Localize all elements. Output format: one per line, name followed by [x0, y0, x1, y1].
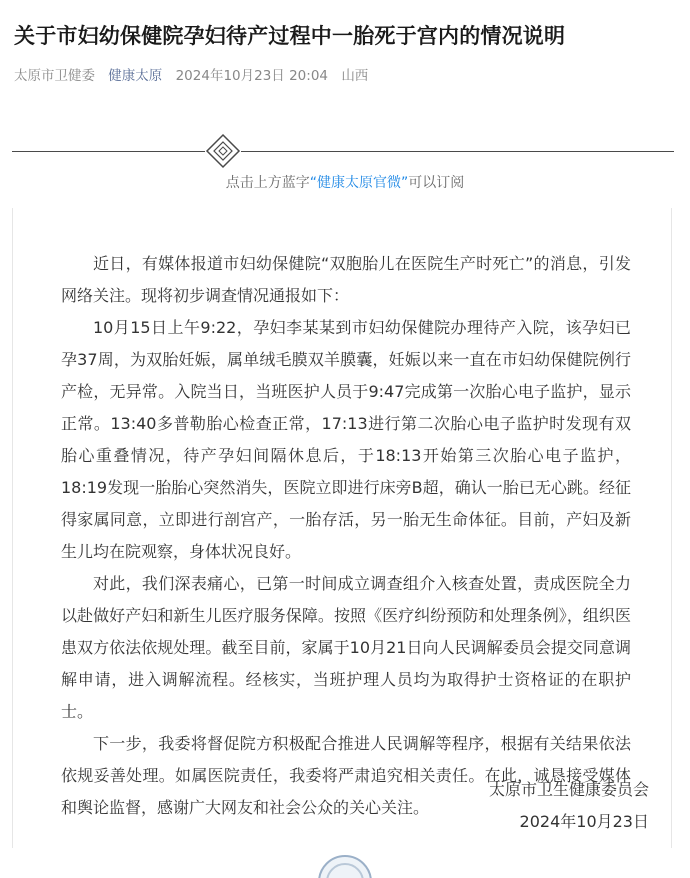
paragraph-intro: 近日，有媒体报道市妇幼保健院“双胞胎儿在医院生产时死亡”的消息，引发网络关注。现将初步调查情况通报如下： — [61, 254, 631, 305]
article-title: 关于市妇幼保健院孕妇待产过程中一胎死于宫内的情况说明 — [14, 24, 566, 48]
author-name: 太原市卫健委 — [14, 68, 95, 84]
subscribe-hint — [0, 172, 690, 192]
subscribe-account-link[interactable]: “健康太原官微” — [309, 175, 409, 191]
subscribe-suffix: 可以订阅 — [408, 175, 465, 191]
article-body — [61, 248, 631, 824]
article-meta — [14, 64, 377, 84]
diamond-ornament-icon — [205, 133, 241, 169]
header-divider — [12, 128, 674, 168]
paragraph-response: 对此，我们深表痛心，已第一时间成立调查组介入核查处置，责成医院全力以赴做好产妇和新生儿医疗服务保障。按照《医疗纠纷预防和处理条例》，组织医患双方依法依规处理。截至目前，家属于10月21日向人民调解委员会提交同意调解申请，进入调解流程。经核实，当班护理人员均为取得护士资格证的在职护士。 — [61, 574, 631, 721]
signature-org: 太原市卫生健康委员会 — [488, 780, 649, 799]
account-link[interactable]: 健康太原 — [108, 68, 163, 84]
article-content — [12, 208, 672, 848]
publish-location: 山西 — [341, 68, 369, 84]
subscribe-prefix: 点击上方蓝字 — [225, 175, 310, 191]
paragraph-next-steps: 下一步，我委将督促院方积极配合推进人民调解等程序，根据有关结果依法依规妥善处理。如属医院责任，我委将严肃追究相关责任。在此，诚恳接受媒体和舆论监督，感谢广大网友和社会公众的关心关注。 — [61, 734, 631, 817]
divider-line — [12, 151, 674, 152]
signature-block — [489, 774, 649, 838]
publish-time: 2024年10月23日 20:04 — [175, 68, 329, 84]
signature-date: 2024年10月23日 — [519, 812, 649, 831]
paragraph-timeline: 10月15日上午9:22，孕妇李某某到市妇幼保健院办理待产入院，该孕妇已孕37周，为双胎妊娠，属单绒毛膜双羊膜囊，妊娠以来一直在市妇幼保健院例行产检，无异常。入院当日，当班医护人员于9:47完成第一次胎心电子监护，显示正常。13:40多普勒胎心检查正常，17:13进行第二次胎心电子监护时发现有双胎心重叠情况，待产孕妇间隔休息后，于18:13开始第三次胎心电子监护，18:19发现一胎胎心突然消失，医院立即进行床旁B超，确认一胎已无心跳。经征得家属同意，立即进行剖宫产，一胎存活，另一胎无生命体征。目前，产妇及新生儿均在院观察，身体状况良好。 — [61, 318, 631, 561]
emblem-icon — [305, 852, 385, 878]
